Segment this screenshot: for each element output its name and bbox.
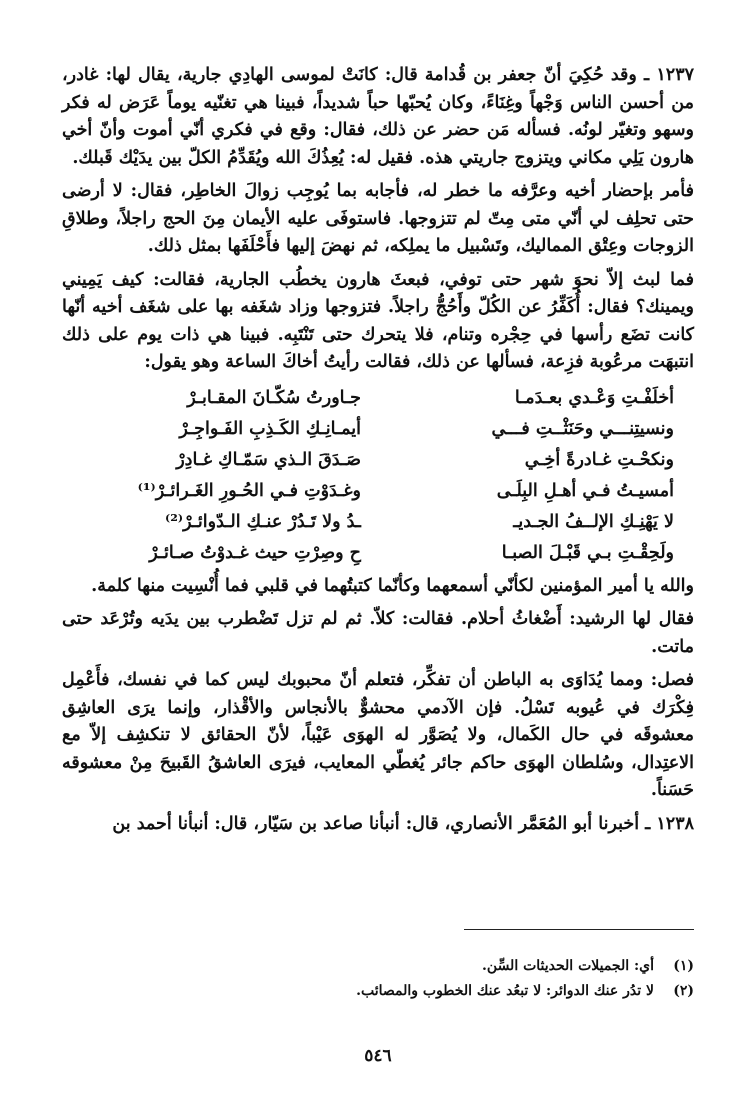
poem-hemistich-second: حِ وصِرْتِ حيث غـدوْتُ صـائـرْ — [149, 542, 361, 563]
poem-hemistich-second: صَـدَقَ الـذي سَمّـاكِ غـادِرْ — [176, 449, 361, 470]
fasl-text: ومما يُدَاوَى به الباطن أن تفكِّر، فتعلم أنّ محبوبك ليس كما في نفسك، فأَعْمِل فِكْرَك في عُيوبه تَسْلُ. فإن الآدمي محشوٌّ بالأنجاس والأقْذار، وإنما يرَى العاشِق معشوقَه في حال الكَمال، ولا يُصَوَّر له الهوَى عَيْباً، لأنّ الحقائق لا تنكشِف إلاّ مع الاعتِدال، وسُلطان الهوَى حاكم جائر يُغطّي المعايب، فيرَى العاشقُ القَبيحَ مِنْ معشوقه حَسَناً. — [62, 670, 694, 800]
poem-hemistich-first: ونكحْـتِ غـادرةً أخِـي — [524, 449, 674, 470]
footnote-2 — [62, 979, 694, 1004]
paragraph-fasl — [62, 667, 694, 805]
footnote-1 — [62, 954, 694, 979]
page-number: ٥٤٦ — [364, 1046, 392, 1066]
poem-verse — [62, 538, 694, 569]
paragraph-after-poem-1: والله يا أمير المؤمنين لكأنّي أسمعهما وكأنّما كتبتُهما في قلبي فما أُنْسِيت منها كلمة. — [91, 575, 694, 596]
paragraph-oath: فأمر بإحضار أخيه وعرَّفه ما خطر له، فأجابه بما يُوجِب زوالَ الخاطِر، فقال: لا أرضى حتى تحلِف لي أنّي متى مِتّ لم تتزوجها. فاستوفَى عليه الأيمان مِنَ الحج راجلاً، وطلاقِ الزوجات وعِتْق المماليك، وتَسْبيل ما يملِكه، ثم نهضَ إليها فأَحْلَفَها بمثل ذلك. — [62, 181, 694, 256]
poem-hemistich-first: ونسيتِنـــي وحَنَثْــتِ فـــي — [491, 418, 674, 439]
footnote-number: (٢) — [673, 983, 694, 999]
fasl-heading: فصل: — [650, 670, 694, 690]
poem-verse — [62, 507, 694, 538]
poem-verse — [62, 383, 694, 414]
poem-hemistich-first: ولَحِقْـتِ بـي قَبْـلَ الصبـا — [501, 542, 674, 563]
footnotes — [62, 954, 694, 1004]
footnote-number: (١) — [673, 958, 694, 974]
poem-hemistich-second: ـدُ ولا تَـدُرْ عنـكِ الـدّوائـرْ⁽²⁾ — [165, 511, 361, 532]
poem-hemistich-second: جـاورتُ سُكّـانَ المقـابـرْ — [187, 387, 361, 408]
poem-verse — [62, 476, 694, 507]
poem-hemistich-first: أمسيـتُ فـي أهـلِ البِلَـى — [496, 480, 674, 501]
poem-hemistich-second: أيمـانِـكِ الكَـذِبِ الفَـواجِـرْ — [179, 418, 361, 439]
footnote-text: أي: الجميلات الحديثات السِّن. — [482, 958, 654, 974]
paragraph-dream: فما لبث إلاّ نحوَ شهر حتى توفي، فبعثَ هارون يخطُب الجارية، فقالت: كيف يَمِيني ويمينك؟ فقال: أُكَفِّرُ عن الكُلّ وأَحُجُّ راجلاً. فتزوجها وزاد شغَفه بها على شغَف أخيه أنّها كانت تضَع رأسها في حِجْره وتنام، فلا يتحرك حتى تَنْتَبِه. فبينا هي ذات يوم على ذلك انتبهَت مرعُوبة فزِعة، فسألها عن ذلك، فقالت رأيتُ أخاكَ الساعة وهو يقول: — [62, 269, 694, 372]
footnote-separator — [464, 929, 694, 930]
poem-verse — [62, 414, 694, 445]
poem-hemistich-second: وغـدَوْتِ فـي الحُـورِ الغَـرائـرْ⁽¹⁾ — [137, 480, 361, 501]
poem — [62, 383, 694, 569]
poem-hemistich-first: أخلَفْـتِ وَعْـدي بعـدَمـا — [514, 387, 674, 408]
poem-verse — [62, 445, 694, 476]
paragraph-after-poem-2: فقال لها الرشيد: أَضْغاثُ أحلام. فقالت: كلاّ. ثم لم تزل تَضْطرب بين يدَيه وتُرْعَد حتى ماتت. — [62, 609, 694, 657]
poem-hemistich-first: لا يَهْنِـكِ الإلــفُ الجـديـ — [513, 511, 674, 532]
paragraph-1237: ١٢٣٧ ـ وقد حُكِيَ أنّ جعفر بن قُدامة قال: كانَتْ لموسى الهادِي جارية، يقال لها: غادر، من أحسن الناس وَجْهاً وغِنَاءً، وكان يُحبّها حباً شديداً، فبينا هي تغنّيه يوماً عَرَض له فكر وسهو وتغيّر لونُه. فسأله مَن حضر عن ذلك، فقال: وقع في فكري أنّي أموت وأنّ أخي هارون يَلِي مكاني ويتزوج جاريتي هذه. فقيل له: يُعِذُكَ الله ويُقَدِّمُ الكلّ بين يدَيْك قَبلك. — [62, 65, 694, 168]
paragraph-1238: ١٢٣٨ ـ أخبرنا أبو المُعَمَّر الأنصاري، قال: أنبأنا صاعد بن سَيّار، قال: أنبأنا أحمد بن — [112, 813, 694, 834]
footnote-text: لا تدُر عنك الدوائر: لا تبعُد عنك الخطوب والمصائب. — [356, 983, 654, 999]
